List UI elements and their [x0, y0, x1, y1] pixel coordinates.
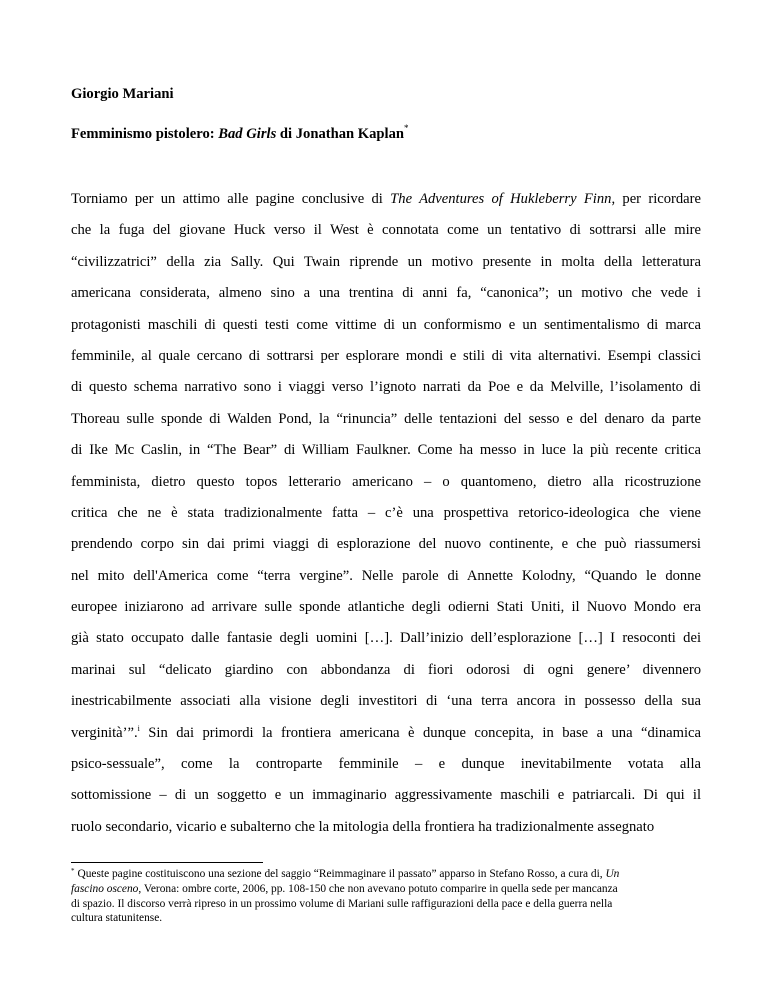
title-suffix: di Jonathan Kaplan: [276, 126, 405, 142]
body-line: europee iniziarono ad arrivare sulle sponde atlantiche degli odierni Stati Uniti, il Nuovo Mondo era: [71, 599, 701, 616]
footnote-divider: [71, 862, 263, 863]
footnote-mark: *: [71, 867, 75, 875]
body-line-text: Torniamo per un attimo alle pagine conclusive di: [71, 191, 391, 207]
body-line: [71, 718, 701, 749]
article-title: [71, 124, 701, 144]
body-line: psico-sessuale”, come la controparte femminile – e dunque inevitabilmente votata alla: [71, 756, 701, 773]
body-line-text: verginità’”.: [71, 724, 138, 741]
body-line: inestricabilmente associati alla visione degli investitori di ‘una terra ancora in possesso della sua: [71, 693, 701, 710]
body-line: critica che ne è stata tradizionalmente fatta – c’è una prospettiva retorico-ideologica che viene: [71, 504, 701, 521]
footnote-line: di spazio. Il discorso verrà ripreso in un prossimo volume di Mariani sulle raffigurazioni della pace e della guerra nella: [71, 897, 613, 910]
body-line: femminista, dietro questo topos letterario americano – o quantomeno, dietro alla ricostruzione: [71, 473, 701, 490]
footnote-text: Queste pagine costituiscono una sezione del saggio “Reimmaginare il passato” apparso in Stefano Rosso, a cura di,: [77, 868, 606, 880]
author-name: Giorgio Mariani: [71, 86, 174, 102]
footnote: [71, 867, 703, 926]
body-line-text: Sin dai primordi la frontiera americana è dunque concepita, in base a una “dinamica: [139, 724, 701, 741]
body-line: marinai sul “delicato giardino con abbondanza di fiori odorosi di ogni genere’ divennero: [71, 661, 701, 678]
body-line: prendendo corpo sin dai primi viaggi di esplorazione del nuovo continente, e che può riassumersi: [71, 536, 701, 553]
body-line: che la fuga del giovane Huck verso il West è connotata come un tentativo di sottrarsi alle mire: [71, 222, 701, 239]
book-title: The Adventures of Hukleberry Finn: [390, 191, 612, 207]
body-line: sottomissione – di un soggetto e un immaginario aggressivamente maschili e patriarcali. Di qui il: [71, 787, 701, 804]
body-line: già stato occupato dalle fantasie degli uomini […]. Dall’inizio dell’esplorazione […] I resoconti dei: [71, 630, 701, 647]
body-line: protagonisti maschili di questi testi come vittime di un conformismo e un sentimentalismo di marca: [71, 316, 701, 333]
footnote-text: , Verona: ombre corte, 2006, pp. 108-150 che non avevano potuto comparire in quella sede per mancanza: [138, 883, 618, 896]
footnote-line: [71, 882, 703, 896]
footnote-italic: fascino osceno: [71, 883, 139, 896]
body-line: americana considerata, almeno sino a una trentina di anni fa, “canonica”; un motivo che vede i: [71, 285, 701, 302]
endnote-mark[interactable]: i: [137, 723, 140, 733]
footnote-italic: Un: [605, 868, 620, 880]
title-prefix: Femminismo pistolero:: [71, 126, 219, 142]
document-page: [71, 84, 701, 843]
body-line: Thoreau sulle sponde di Walden Pond, la “rinuncia” delle tentazioni del sesso e del denaro da parte: [71, 410, 701, 427]
body-line-text: , per ricordare: [611, 191, 701, 207]
body-line: di Ike Mc Caslin, in “The Bear” di William Faulkner. Come ha messo in luce la più recente critica: [71, 442, 701, 459]
title-italic: Bad Girls: [218, 126, 277, 142]
body-line: “civilizzatrici” della zia Sally. Qui Twain riprende un motivo presente in molta della letteratura: [71, 253, 701, 270]
body-line: nel mito dell'America come “terra vergine”. Nelle parole di Annette Kolodny, “Quando le donne: [71, 567, 701, 584]
body-line: ruolo secondario, vicario e subalterno che la mitologia della frontiera ha tradizionalmente assegnato: [71, 818, 655, 835]
body-text: [71, 184, 701, 843]
footnote-line: cultura statunitense.: [71, 912, 163, 925]
body-line: di questo schema narrativo sono i viaggi verso l’ignoto narrati da Poe e da Melville, l’isolamento di: [71, 379, 701, 396]
body-line: [71, 184, 701, 215]
body-line: femminile, al quale cercano di sottrarsi per esplorare mondi e stili di vita alternativi. Esempi classici: [71, 347, 701, 364]
footnote-line: [71, 867, 703, 882]
title-footnote-mark[interactable]: *: [404, 123, 409, 133]
